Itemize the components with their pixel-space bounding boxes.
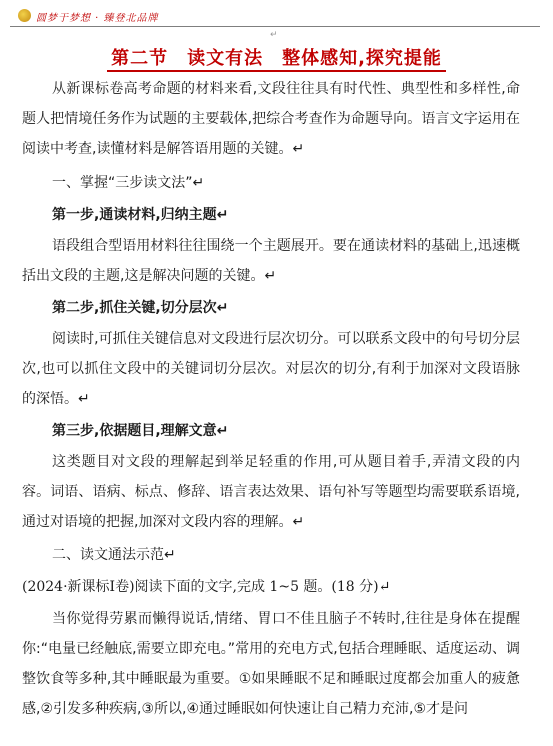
section-title[interactable]: [0, 44, 553, 70]
heading-example[interactable]: 二、读文通法示范↵: [52, 547, 176, 563]
step-three-paragraph[interactable]: 这类题目对文段的理解起到举足轻重的作用,可从题目着手,弄清文段的内容。词语、语病、标点、修辞、语言表达效果、语句补写等题型均需要联系语境,通过对语境的把握,加深对文段内容的理解。↵: [22, 454, 520, 530]
brand-logo-icon: [18, 9, 31, 22]
intro-paragraph[interactable]: 从新课标卷高考命题的材料来看,文段往往具有时代性、典型性和多样性,命题人把情境任务作为试题的主要载体,把综合考查作为命题导向。语言文字运用在阅读中考查,读懂材料是解答语用题的关键。↵: [22, 81, 520, 157]
header-slogan: 圆梦于梦想 · 臻登北品牌: [36, 13, 159, 24]
step-one-paragraph[interactable]: 语段组合型语用材料往往围绕一个主题展开。要在通读材料的基础上,迅速概括出文段的主题,这是解决问题的关键。↵: [22, 238, 520, 284]
question-source[interactable]: (2024·新课标Ⅰ卷)阅读下面的文字,完成 1~5 题。(18 分)↵: [22, 579, 391, 595]
step-three-heading[interactable]: 第三步,依据题目,理解文意↵: [52, 423, 229, 439]
heading-method[interactable]: 一、掌握“三步读文法”↵: [52, 175, 205, 191]
reading-passage[interactable]: 当你觉得劳累而懒得说话,情绪、胃口不佳且脑子不转时,往往是身体在提醒你:“电量已经触底,需要立即充电。”常用的充电方式,包括合理睡眠、适度运动、调整饮食等多种,其中睡眠最为重要。①如果睡眠不足和睡眠过度都会加重人的疲惫感,②引发多种疾病,③所以,④通过睡眠如何快速让自己精力充沛,⑤才是问: [22, 611, 520, 717]
section-title-text: 第二节 读文有法 整体感知,探究提能: [107, 48, 446, 72]
step-one-heading[interactable]: 第一步,通读材料,归纳主题↵: [52, 207, 229, 223]
paragraph-mark: ↵: [270, 30, 278, 40]
page-header: [10, 8, 540, 27]
step-two-paragraph[interactable]: 阅读时,可抓住关键信息对文段进行层次切分。可以联系文段中的句号切分层次,也可以抓住文段中的关键词切分层次。对层次的切分,有利于加深对文段语脉的深悟。↵: [22, 331, 520, 407]
step-two-heading[interactable]: 第二步,抓住关键,切分层次↵: [52, 300, 229, 316]
